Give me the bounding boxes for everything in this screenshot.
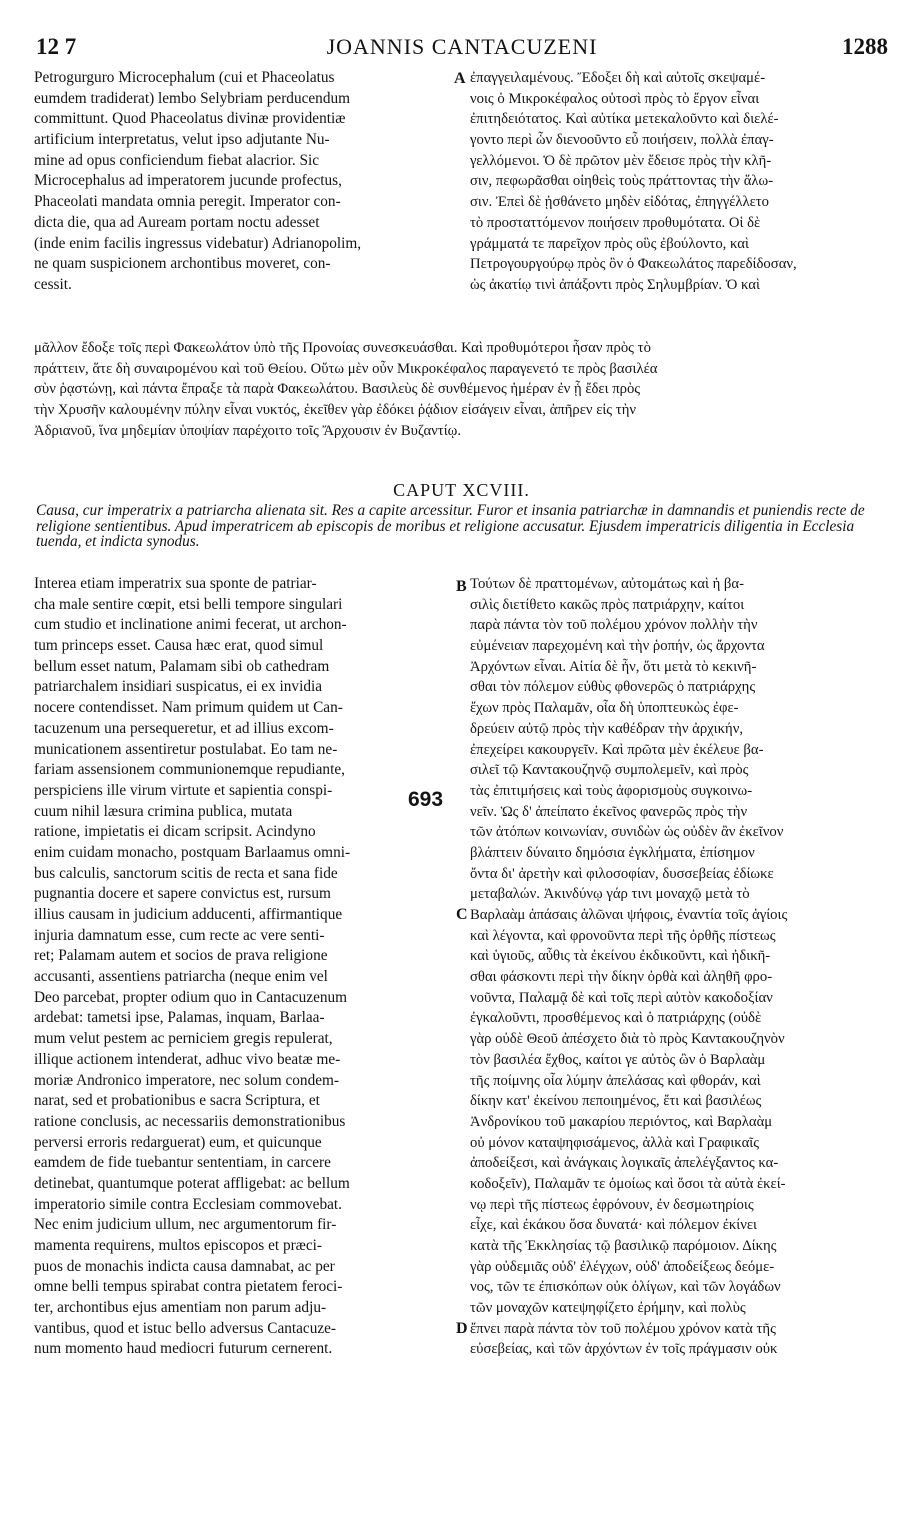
greek-text-line: Βαρλαὰμ ἁπάσαις ἁλῶναι ψήφοις, ἐναντία τοῖς ἁγίοις — [470, 907, 788, 923]
greek-text-line: σιν, πεφωρᾶσθαι οἰηθεὶς τοὺς πράττοντας τὴν ἅλω- — [470, 173, 774, 190]
greek-text-line: γράμματά τε παρεῖχον πρὸς οὓς ἐβούλοντο, καὶ — [470, 235, 749, 252]
page-number-right: 1288 — [842, 34, 888, 59]
margin-letter-d: D — [456, 1320, 468, 1337]
latin-text-line: illique actionem intenderat, adhuc vivo beatæ me- — [34, 1050, 341, 1068]
greek-text-line: νοις ὁ Μικροκέφαλος οὑτοσὶ πρὸς τὸ ἔργον εἶναι — [470, 90, 760, 107]
latin-text-line: ter, archontibus ejus amentiam non parum adju- — [34, 1299, 327, 1317]
greek-text-line: σιν. Ἐπεὶ δὲ ᾐσθάνετο μηδὲν εἰδότας, ἐπηγγέλλετο — [470, 194, 770, 211]
greek-text-line: γοντο περὶ ὧν διενοοῦντο εὖ ποιήσειν, πολλὰ ἐπαγ- — [470, 132, 774, 149]
running-title: JOANNIS CANTACUZENI — [326, 34, 598, 59]
greek-text-line: σιλὶς διετίθετο κακῶς πρὸς πατριάρχην, καίτοι — [470, 596, 745, 613]
latin-text-line: cha male sentire cœpit, etsi belli tempore singulari — [34, 595, 343, 613]
greek-text-line: ἔπνει παρὰ πάντα τὸν τοῦ πολέμου χρόνον κατὰ τῆς — [470, 1320, 776, 1337]
greek-text-line: ὄντα δι' ἀρετὴν καὶ φιλοσοφίαν, δυσσεβείας ἐδίωκε — [470, 865, 774, 882]
latin-text-line: patriarchalem insidiari suspicatus, ei ex invidia — [34, 678, 323, 696]
latin-text-line: vantibus, quod et istuc bello adversus Cantacuze- — [34, 1319, 337, 1337]
greek-text-line: Πετρογουργούρῳ πρὸς ὃν ὁ Φακεωλάτος παρεδίδοσαν, — [470, 256, 797, 273]
column-number: 693 — [408, 788, 444, 811]
latin-text-line: num momento haud mediocri futurum cernerent. — [34, 1340, 333, 1358]
latin-text-line: tacuzenum una persequeretur, et ad illius excom- — [34, 719, 334, 737]
greek-text-line: μεταβαλών. Ἀκινδύνῳ γάρ τινι μοναχῷ μετὰ τὸ — [470, 886, 750, 903]
latin-text-line: fariam assensionem communionemque repudiante, — [34, 761, 345, 779]
greek-text-line: Ἀρχόντων εἶναι. Αἰτία δὲ ἦν, ὅτι μετὰ τὸ κεκινῆ- — [470, 658, 757, 675]
greek-text-line: νεῖν. Ὡς δ' ἀπείπατο ἐκεῖνος φανερῶς πρὸς τὴν — [470, 803, 748, 820]
margin-letter-a: A — [454, 70, 466, 87]
greek-text-line: σιλεῖ τῷ Καντακουζηνῷ συμπολεμεῖν, καὶ πρὸς — [470, 762, 749, 779]
latin-text-line: (inde enim facilis ingressus videbatur) Adrianopolim, — [34, 234, 362, 252]
greek-text-line: ἀποδείξεσι, καὶ ἀνάγκαις λογικαῖς ἀπελέγξαντος κα- — [470, 1155, 779, 1172]
latin-column-top — [34, 68, 450, 296]
page-number-left: 12 7 — [36, 34, 77, 59]
latin-text-line: illius causam in judicium adducenti, affirmantique — [34, 906, 343, 923]
latin-text-line: cessit. — [34, 275, 72, 293]
greek-text-line: ἔχων πρὸς Παλαμᾶν, οἷα δὴ ὑποπτευκὼς ἐφε- — [470, 700, 739, 717]
latin-text-line: dicta die, qua ad Auream portam noctu adesset — [34, 213, 320, 231]
latin-text-line: Phaceolati mandata omnia peregit. Imperator con- — [34, 193, 341, 211]
latin-text-line: Nec enim judicium ullum, nec argumentorum fir- — [34, 1216, 337, 1234]
latin-text-line: ratione, impietatis ei dicam scripsit. Acindyno — [34, 823, 316, 841]
greek-text-line: νῳ περὶ τῆς πίστεως ἐφρόνουν, ἐν δεσμωτηρίοις — [470, 1196, 754, 1213]
greek-text-line: σθαι τὸν πόλεμον εὐθὺς φθονερῶς ὁ πατριάρχης — [470, 679, 756, 696]
greek-text-line: γὰρ οὐδὲ Θεοῦ ἀπέσχετο διὰ τὸ πρὸς Καντακουζηνὸν — [470, 1031, 785, 1048]
margin-letter-b: B — [456, 578, 467, 595]
greek-text-line: νος, τῶν τε ἐπισκόπων οὐκ ὀλίγων, καὶ τῶν λογάδων — [470, 1279, 781, 1296]
running-header — [36, 34, 888, 68]
latin-text-line: detinebat, quantumque poterat affligebat: ac bellum — [34, 1174, 350, 1192]
latin-text-line: committunt. Quod Phaceolatus divinæ providentiæ — [34, 110, 346, 128]
latin-text-line: nocere contendisset. Nam primum quidem ut Can- — [34, 699, 343, 717]
latin-text-line: cuum nihil læsura crimina publica, mutata — [34, 802, 293, 820]
greek-text-line: νοῦντα, Παλαμᾷ δὲ καὶ τοῖς περὶ αὐτὸν κακοδοξίαν — [470, 989, 773, 1006]
latin-text-line: pugnantia docere et sapere convictus est, rursum — [34, 885, 331, 903]
greek-text-line: ὡς ἀκατίῳ τινὶ ἀπάξοντι πρὸς Σηλυμβρίαν. Ὁ καὶ — [470, 276, 760, 293]
greek-text-line: πράττειν, ἅτε δὴ συναιρομένου καὶ τοῦ Θείου. Οὕτω μὲν οὖν Μικροκέφαλος παραγενετό τε πρὸς βασιλέα — [34, 360, 658, 377]
greek-text-line: τῶν ἀτόπων κοινωνίαν, συνιδὼν ὡς οὐδὲν ἂν ἐκεῖνον — [470, 824, 784, 841]
latin-text-line: perspiciens ille virum virtute et sapientia conspi- — [34, 781, 333, 799]
greek-text-line: δρεύειν αὐτῷ πρὸς τὴν καθέδραν τὴν ἀρχικήν, — [470, 720, 744, 737]
greek-text-line: ἐπεχείρει κακουργεῖν. Καὶ πρῶτα μὲν ἐκέλευε βα- — [470, 741, 764, 758]
greek-text-line: τὰς ἐπιτιμήσεις καὶ τοὺς ἀφορισμοὺς συγκοινω- — [470, 782, 753, 799]
greek-text-line: κατὰ τῆς Ἐκκλησίας τῷ βασιλικῷ παρόμοιον. Δίκης — [470, 1238, 777, 1254]
latin-text-line: municationem assentiretur postulabat. Eo tam ne- — [34, 740, 338, 758]
greek-text-line: σθαι φάσκοντι περὶ τὴν δίκην ὀρθὰ καὶ ἀληθῆ φρο- — [470, 969, 773, 986]
greek-text-line: εὐμένειαν παρεχομένη καὶ τὴν ῥοπήν, ὡς ἄρχοντα — [470, 638, 765, 655]
greek-text-line: δίκην κατ' ἐκείνου πεποιημένος, ἔτι καὶ βασιλέως — [470, 1093, 762, 1110]
greek-text-line: Ἀνδρονίκου τοῦ μακαρίου περιόντος, καὶ Βαρλαὰμ — [470, 1113, 773, 1130]
latin-text-line: Interea etiam imperatrix sua sponte de patriar- — [34, 575, 317, 592]
latin-text-line: eumdem tradiderat) lembo Selybriam perducendum — [34, 89, 351, 107]
greek-column-top — [470, 68, 886, 296]
greek-fullwidth-paragraph — [34, 338, 886, 441]
latin-text-line: enim cuidam monacho, postquam Barlaamus omni- — [34, 843, 351, 861]
greek-text-line: παρὰ πάντα τὸν τοῦ πολέμου χρόνον πολλὴν τὴν — [470, 617, 758, 634]
latin-text-line: ardebat: tametsi ipse, Palamas, inquam, Barlaa- — [34, 1009, 325, 1027]
greek-text-line: γελλόμενοι. Ὁ δὲ πρῶτον μὲν ἔδεισε πρὸς τὴν κλῆ- — [470, 152, 772, 169]
greek-text-line: Τούτων δὲ πραττομένων, αὐτομάτως καὶ ἡ βα- — [470, 576, 744, 592]
latin-text-line: mamenta requirens, multos episcopos et præci- — [34, 1237, 323, 1254]
latin-text-line: mum velut pestem ac perniciem gregis repulerat, — [34, 1030, 333, 1048]
greek-text-line: βλάπτειν δύναιτο δημόσια ἐγκλήματα, ἐπίσημον — [470, 844, 755, 861]
greek-text-line: γὰρ οὐδεμιᾶς οὐδ' ἐλέγχων, οὐδ' ἀποδείξεως δεόμε- — [470, 1258, 775, 1275]
chapter-heading: CAPUT XCVIII. — [393, 480, 530, 500]
greek-text-line: ἐγκαλοῦντι, προσθέμενος καὶ ὁ πατριάρχης (οὐδὲ — [470, 1010, 762, 1027]
greek-text-line: ἐπαγγειλαμένους. Ἔδοξει δὴ καὶ αὐτοῖς σκεψαμέ- — [470, 70, 766, 86]
margin-letter-c: C — [456, 906, 468, 923]
greek-column-body — [470, 574, 886, 1360]
greek-text-line: κοδοξεῖν), Παλαμᾶν τε ὁμοίως καὶ ὅσοι τὰ αὐτὰ ἐκεί- — [470, 1175, 786, 1192]
greek-text-line: τὸν βασιλέα ἔχθος, καίτοι γε αὐτὸς ὢν ὁ Βαρλαὰμ — [470, 1051, 766, 1068]
latin-text-line: cum studio et inclinatione animi fecerat, ut archon- — [34, 616, 347, 634]
latin-text-line: ne quam suspicionem archontibus moveret, con- — [34, 255, 331, 273]
latin-text-line: eamdem de fide tuebantur sententiam, in carcere — [34, 1154, 331, 1172]
greek-text-line: τὸ προσταττόμενον ποιήσειν προθυμότατα. Οἱ δὲ — [470, 214, 761, 231]
latin-text-line: narat, sed et probationibus e sacra Scriptura, et — [34, 1092, 320, 1110]
latin-text-line: moriæ Andronico imperatore, nec solum condem- — [34, 1071, 340, 1089]
latin-text-line: Petrogurguro Microcephalum (cui et Phaceolatus — [34, 69, 335, 86]
latin-text-line: Microcephalus ad imperatorem jucunde profectus, — [34, 172, 342, 190]
latin-text-line: puos de monachis indicta causa damnabat, ac per — [34, 1257, 335, 1275]
greek-text-line: εὐσεβείας, καὶ τῶν ἀρχόντων ἐν τοῖς πράγμασιν οὐκ — [470, 1341, 778, 1358]
latin-text-line: mine ad opus conficiendum fiebat alacrior. Sic — [34, 151, 320, 169]
latin-column-body — [34, 574, 450, 1360]
greek-text-line: καὶ λέγοντα, καὶ φρονοῦντα περὶ τῆς ὀρθῆς πίστεως — [470, 927, 776, 944]
chapter-summary: Causa, cur imperatrix a patriarcha alienata sit. Res a capite arcessitur. Furor et insania patriarchæ in damnandis et puniendis recte de religione sentientibus. Apud imperatricem ab episcopis de moribus et religione accusatur. Ejusdem imperatricis diligentia in Ecclesia tuenda, et indicta synodus. — [36, 502, 865, 550]
greek-text-line: εἶχε, καὶ ἐκάκου ὅσα δυνατά· καὶ πόλεμον ἐκίνει — [470, 1217, 758, 1234]
greek-text-line: τῆς ποίμνης οἷα λύμην ἀπελάσας καὶ φθοράν, καὶ — [470, 1072, 761, 1089]
greek-text-line: μᾶλλον ἔδοξε τοῖς περὶ Φακεωλάτον ὑπὸ τῆς Προνοίας συνεσκευάσθαι. Καὶ προθυμότεροι ἦσαν πρὸς τὸ — [34, 340, 651, 356]
latin-text-line: accusanti, assentiens patriarcha (neque enim vel — [34, 968, 328, 986]
latin-text-line: tum princeps esset. Causa hæc erat, quod simul — [34, 637, 324, 655]
latin-text-line: perversi erroris redarguerat) eum, et quicunque — [34, 1133, 322, 1151]
latin-text-line: bus calculis, sanctorum scitis de recta et sana fide — [34, 864, 338, 882]
greek-text-line: ἐπιτηδειότατος. Καὶ αὐτίκα μετεκαλοῦντο καὶ διελέ- — [470, 111, 779, 128]
greek-text-line: σὺν ῥᾳστώνῃ, καὶ πάντα ἔπραξε τὰ παρὰ Φακεωλάτου. Βασιλεὺς δὲ συνθέμενος ἡμέραν ἐν ᾗ ἔδει πρὸς — [34, 381, 641, 398]
latin-text-line: bellum esset natum, Palamam sibi ob cathedram — [34, 657, 330, 675]
latin-text-line: injuria damnatum esse, cum recte ac vere senti- — [34, 926, 325, 944]
greek-text-line: Ἀδριανοῦ, ἵνα μηδεμίαν ὑποψίαν παρέχοιτο τοῖς Ἄρχουσιν ἐν Βυζαντίῳ. — [34, 422, 461, 439]
greek-text-line: τῶν μοναχῶν κατεψηφίζετο ἐρήμην, καὶ πολὺς — [470, 1300, 746, 1317]
latin-text-line: Deo parcebat, propter odium quo in Cantacuzenum — [34, 988, 348, 1006]
latin-text-line: ret; Palamam autem et socios de prava religione — [34, 947, 328, 965]
latin-text-line: artificium interpretatus, velut ipso adjutante Nu- — [34, 131, 330, 149]
greek-text-line: τὴν Χρυσῆν καλουμένην πύλην εἶναι νυκτός, ἐκεῖθεν γὰρ ἐδόκει ῥᾴδιον εἰσάγειν εἶναι, ἀπῆρεν εἰς τὴν — [34, 402, 637, 419]
latin-text-line: omne belli tempus spirabat contra pietatem feroci- — [34, 1278, 343, 1296]
latin-text-line: ratione conclusis, ac necessariis demonstrationibus — [34, 1112, 346, 1130]
greek-text-line: οὐ μόνον καταψηφισάμενος, ἀλλὰ καὶ Γραφικαῖς — [470, 1134, 760, 1151]
greek-text-line: καὶ ὑγιοῦς, αὖθις τὰ ἐκείνου ἐκδικοῦντι, καὶ ἠδικῆ- — [470, 948, 771, 965]
latin-text-line: imperatorio simile contra Ecclesiam commovebat. — [34, 1195, 342, 1213]
